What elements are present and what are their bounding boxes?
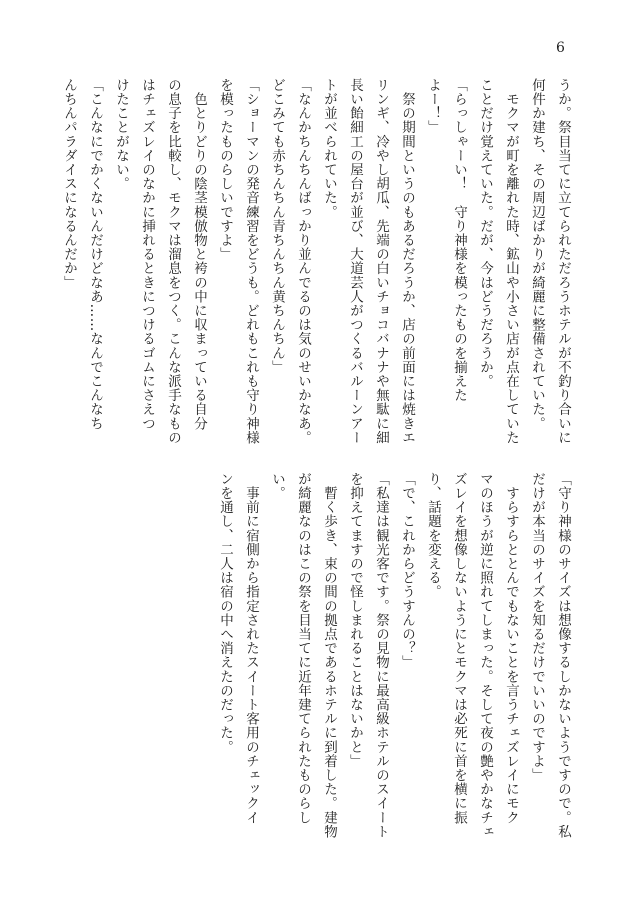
text-line: が綺麗なのはこの祭を目当てに近年建てられたものらし bbox=[295, 472, 311, 825]
page-number: 6 bbox=[556, 40, 565, 56]
text-line: 「なんかちんちんばっかり並んでるのは気のせいかなあ。 bbox=[295, 78, 311, 445]
text-line: だけが本当のサイズを知るだけでいいのですよ」 bbox=[529, 472, 545, 783]
text-line: モクマが町を離れた時、鉱山や小さい店が点在していた bbox=[503, 78, 519, 445]
text-line: 暫く歩き、束の間の拠点であるホテルに到着した。建物 bbox=[321, 472, 337, 839]
text-line: り、話題を変える。 bbox=[425, 472, 441, 599]
text-line: 事前に宿側から指定されたスイート客用のチェックイ bbox=[243, 472, 259, 825]
text-line: 「らっしゃーい！ 守り神様を模ったものを揃えた bbox=[451, 78, 467, 403]
text-line: 色とりどりの陰茎模倣物と袴の中に収まっている自分 bbox=[191, 78, 207, 431]
text-line: 「私達は観光客です。祭の見物に最高級ホテルのスイート bbox=[373, 472, 389, 839]
text-line: んちんパラダイスになるんだか」 bbox=[61, 78, 77, 290]
text-line: すらすらととんでもないことを言うチェズレイにモク bbox=[503, 472, 519, 825]
text-line: 「こんなにでかくないんだけどなあ……なんでこんなち bbox=[87, 78, 103, 431]
text-line: 何件か建ち、その周辺ばかりが綺麗に整備されていた。 bbox=[529, 78, 545, 431]
lower-text-block bbox=[212, 472, 576, 839]
upper-text-block bbox=[56, 78, 576, 445]
text-line: ンを通し、二人は宿の中へ消えたのだった。 bbox=[217, 472, 233, 754]
text-line: 「守り神様のサイズは想像するしかないようですので。私 bbox=[555, 472, 571, 839]
text-line: けたことがない。 bbox=[113, 78, 129, 191]
text-line: 「で、これからどうすんの？」 bbox=[399, 472, 415, 670]
text-line: トが並べられていた。 bbox=[321, 78, 337, 219]
text-line: を模ったものらしいですよ」 bbox=[217, 78, 233, 262]
text-line: よー！」 bbox=[425, 78, 441, 135]
text-line: どこみても赤ちんちん青ちんちん黄ちんちん」 bbox=[269, 78, 285, 375]
text-line: はチェズレイのなかに挿れるときにつけるゴムにさえつ bbox=[139, 78, 155, 431]
text-line: リンギ、冷やし胡瓜、先端の白いチョコバナナや無駄に細 bbox=[373, 78, 389, 445]
text-line: い。 bbox=[269, 472, 285, 501]
text-line: 祭の期間というのもあるだろうか、店の前面には焼きエ bbox=[399, 78, 415, 445]
text-line: を抑えてますので怪しまれることはないかと」 bbox=[347, 472, 363, 769]
text-line: マのほうが逆に照れてしまった。そして夜の艶やかなチェ bbox=[477, 472, 493, 839]
text-line: 長い飴細工の屋台が並び、大道芸人がつくるバルーンアー bbox=[347, 78, 363, 445]
text-line: ことだけ覚えていた。だが、今はどうだろうか。 bbox=[477, 78, 493, 389]
text-line: の息子を比較し、モクマは溜息をつく。こんな派手なもの bbox=[165, 78, 181, 445]
text-line: うか。祭目当てに立てられただろうホテルが不釣り合いに bbox=[555, 78, 571, 445]
text-line: ズレイを想像しないようにとモクマは必死に首を横に振 bbox=[451, 472, 467, 825]
text-line: 「ショーマンの発音練習をどうも。どれもこれも守り神様 bbox=[243, 78, 259, 445]
